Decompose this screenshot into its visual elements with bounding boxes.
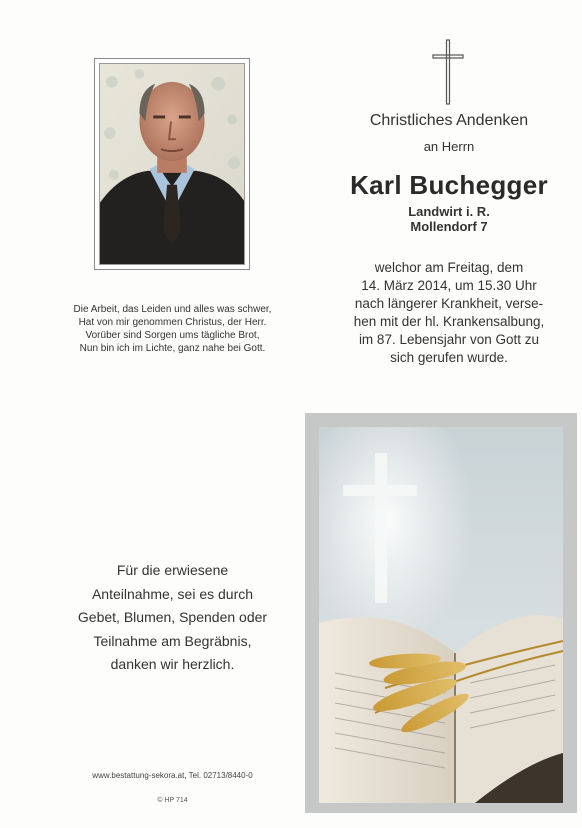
death-line: welchor am Freitag, dem <box>374 260 524 275</box>
salutation: an Herrn <box>423 139 475 154</box>
deceased-name: Karl Buchegger <box>350 170 548 200</box>
occupation: Landwirt i. R. <box>408 204 490 219</box>
address: Mollendorf 7 <box>410 219 488 234</box>
latin-cross-icon <box>430 38 466 106</box>
thanks-line: Gebet, Blumen, Spenden oder <box>77 609 268 625</box>
poem-line: Nun bin ich im Lichte, ganz nahe bei Gott. <box>79 343 266 354</box>
death-line: nach längerer Krankheit, verse- <box>354 296 544 311</box>
portrait-illustration <box>100 64 244 264</box>
thanks-line: Teilnahme am Begräbnis, <box>93 632 252 649</box>
death-announcement <box>330 259 568 367</box>
portrait-photo <box>99 63 245 265</box>
memorial-heading: Christliches Andenken <box>369 112 529 129</box>
poem-line: Vorüber sind Sorgen ums tägliche Brot, <box>85 330 260 341</box>
death-line: sich gerufen wurde. <box>390 350 508 365</box>
bible-wheat-image <box>305 413 577 813</box>
death-line: hen mit der hl. Krankensalbung, <box>353 314 545 329</box>
thanks-line: danken wir herzlich. <box>110 656 235 672</box>
print-code: © HP 714 <box>157 797 188 804</box>
poem-line: Hat von mir genommen Christus, der Herr. <box>78 317 267 328</box>
poem-line: Die Arbeit, das Leiden und alles was schwer, <box>73 304 272 315</box>
death-line: im 87. Lebensjahr von Gott zu <box>358 332 540 347</box>
thanks-text <box>40 559 305 677</box>
thanks-line: Anteilnahme, sei es durch <box>91 585 254 602</box>
funeral-home-contact: www.bestattung-sekora.at, Tel. 02713/8440-0 <box>92 771 253 780</box>
poem-text <box>40 303 305 355</box>
thanks-line: Für die erwiesene <box>116 562 229 578</box>
death-line: 14. März 2014, um 15.30 Uhr <box>361 278 537 293</box>
portrait-frame <box>94 58 250 270</box>
